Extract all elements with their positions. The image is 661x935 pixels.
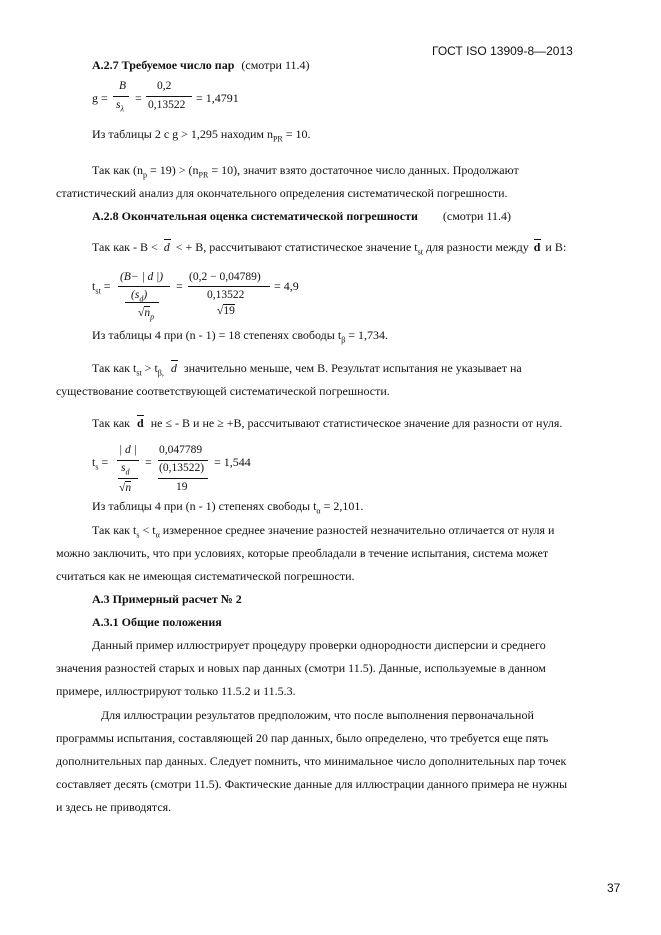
formula-ts-line-4 [158,478,208,479]
section-a31-heading: А.3.1 Общие положения [92,615,222,629]
d-bar-symbol-2: d [533,240,541,254]
a28-para3: Так как d не ≤ - B и не ≥ +B, рассчитывают статистическое значение для разности от нуля. [92,416,563,430]
formula-g-den-sym: $s_\lambda$ [116,99,124,114]
a28-para4-line2: можно заключить, что при условиях, которые преобладали в течение испытания, система может [56,546,549,560]
formula-ts-den-val: (0,13522) [159,462,205,474]
a31-para2-line3: дополнительных пар данных. Следует помнить, что минимальное число дополнительных пар точек [56,754,567,768]
table2-line: Из таблицы 2 с g > 1,295 находим $n_{PR} = 10$. [92,127,311,144]
formula-tst-den-val: 0,13522 [207,289,245,301]
formula-ts-num: | d | [119,444,137,456]
formula-tst-lhs: $t_{st}$ = [92,279,111,296]
formula-g-result: = 1,4791 [196,91,239,105]
section-a3-heading: А.3 Примерный расчет № 2 [92,592,242,606]
a28-para4-line3: считаться как не имеющая систематической погрешности. [56,569,355,583]
a31-para2-line1: Для иллюстрации результатов предположим, что после выполнения первоначальной [101,708,534,722]
formula-g-lhs: g = [92,91,108,105]
formula-ts-lhs: $t_s$ = [92,455,109,472]
formula-g-eq: = [135,91,142,105]
formula-tst-line-2 [125,302,159,303]
formula-ts-root: √n [119,482,132,494]
section-a28-heading: А.2.8 Окончательная оценка систематической погрешности (смотри 11.4) [92,209,511,223]
section-a28-ref: (смотри 11.4) [442,209,511,223]
formula-tst-num: (B− | d |) [120,271,164,283]
a31-para1-line3: примере, иллюстрируют только 11.5.2 и 11.5.3. [56,684,296,698]
d-bar-symbol: d [163,240,170,254]
formula-ts-line-3 [158,460,208,461]
formula-g-num-sym: B [119,80,127,92]
a31-para2-line4: составляет десять (смотри 11.5). Фактические данные для иллюстрации данного примера не нужны [56,777,568,791]
page-number: 37 [607,881,621,895]
section-a27-heading: А.2.7 Требуемое число пар (смотри 11.4) [92,58,310,72]
section-a27-ref: (смотри 11.4) [241,58,310,72]
formula-tst-root: $√n_p$ [138,307,155,322]
formula-g-fraction-line [113,96,129,97]
formula-tst-line-3 [188,286,270,287]
a31-para2-line2: программы испытания, составляющей 20 пар данных, было определено, что требуется еще пять [56,731,549,745]
a31-para1-line2: значения разностей старых и новых пар данных (смотри 11.5). Данные, используемые в данном [56,661,546,675]
formula-ts-line [117,460,139,461]
formula-tst-eq2: = [176,279,183,293]
formula-ts-result: = 1,544 [214,455,251,469]
formula-ts-root-val: 19 [176,481,188,493]
formula-g-den-val: 0,13522 [148,99,186,111]
a31-para2-line5: и здесь не приводятся. [56,800,172,814]
formula-g-fraction-line-2 [146,96,192,97]
a28-condition-line: Так как - B < d < + B, рассчитывают статистическое значение $t_{st}$ для разности между d и B: [92,240,567,257]
formula-tst-den: $(s_d)$ [131,289,148,304]
formula-ts-den: $s_d$ [121,462,130,477]
d-bar-symbol-3: d [170,361,177,375]
formula-tst-line [118,286,170,287]
a28-para2-line1: Так как $t_{st} > t_{\beta,}$ d значительно меньше, чем B. Результат испытания не указывает на [92,361,522,378]
a28-para2-line2: существование соответствующей систематической погрешности. [56,384,390,398]
formula-tst-num-val: (0,2 − 0,04789) [189,271,261,283]
standard-header: ГОСТ ISO 13909-8—2013 [432,44,573,58]
formula-ts-line-2 [118,478,138,479]
formula-ts-eq2: = [145,455,152,469]
table4-line: Из таблицы 4 при (n - 1) = 18 степенях свободы $t_\beta = 1,734$. [92,328,389,345]
formula-tst-result: = 4,9 [274,279,299,293]
formula-g-num-val: 0,2 [157,80,172,92]
a28-para4-line1: Так как $t_s < t_\alpha$ измеренное среднее значение разностей незначительно отличается от нуля и [92,523,555,540]
table4-line-2: Из таблицы 4 при (n - 1) степенях свободы $t_\alpha = 2,101$. [92,499,364,516]
formula-ts-num-val: 0,047789 [159,444,203,456]
a31-para1-line1: Данный пример иллюстрирует процедуру проверки однородности дисперсии и среднего [92,638,546,652]
a27-para-line2: статистический анализ для окончательного определения систематической погрешности. [56,186,508,200]
a27-para-line1: Так как $(n_p = 19) > (n_{PR} = 10)$, значит взято достаточное число данных. Продолжают [92,163,519,180]
formula-tst-root-val: √19 [217,305,235,317]
d-bar-symbol-4: d [137,416,144,430]
